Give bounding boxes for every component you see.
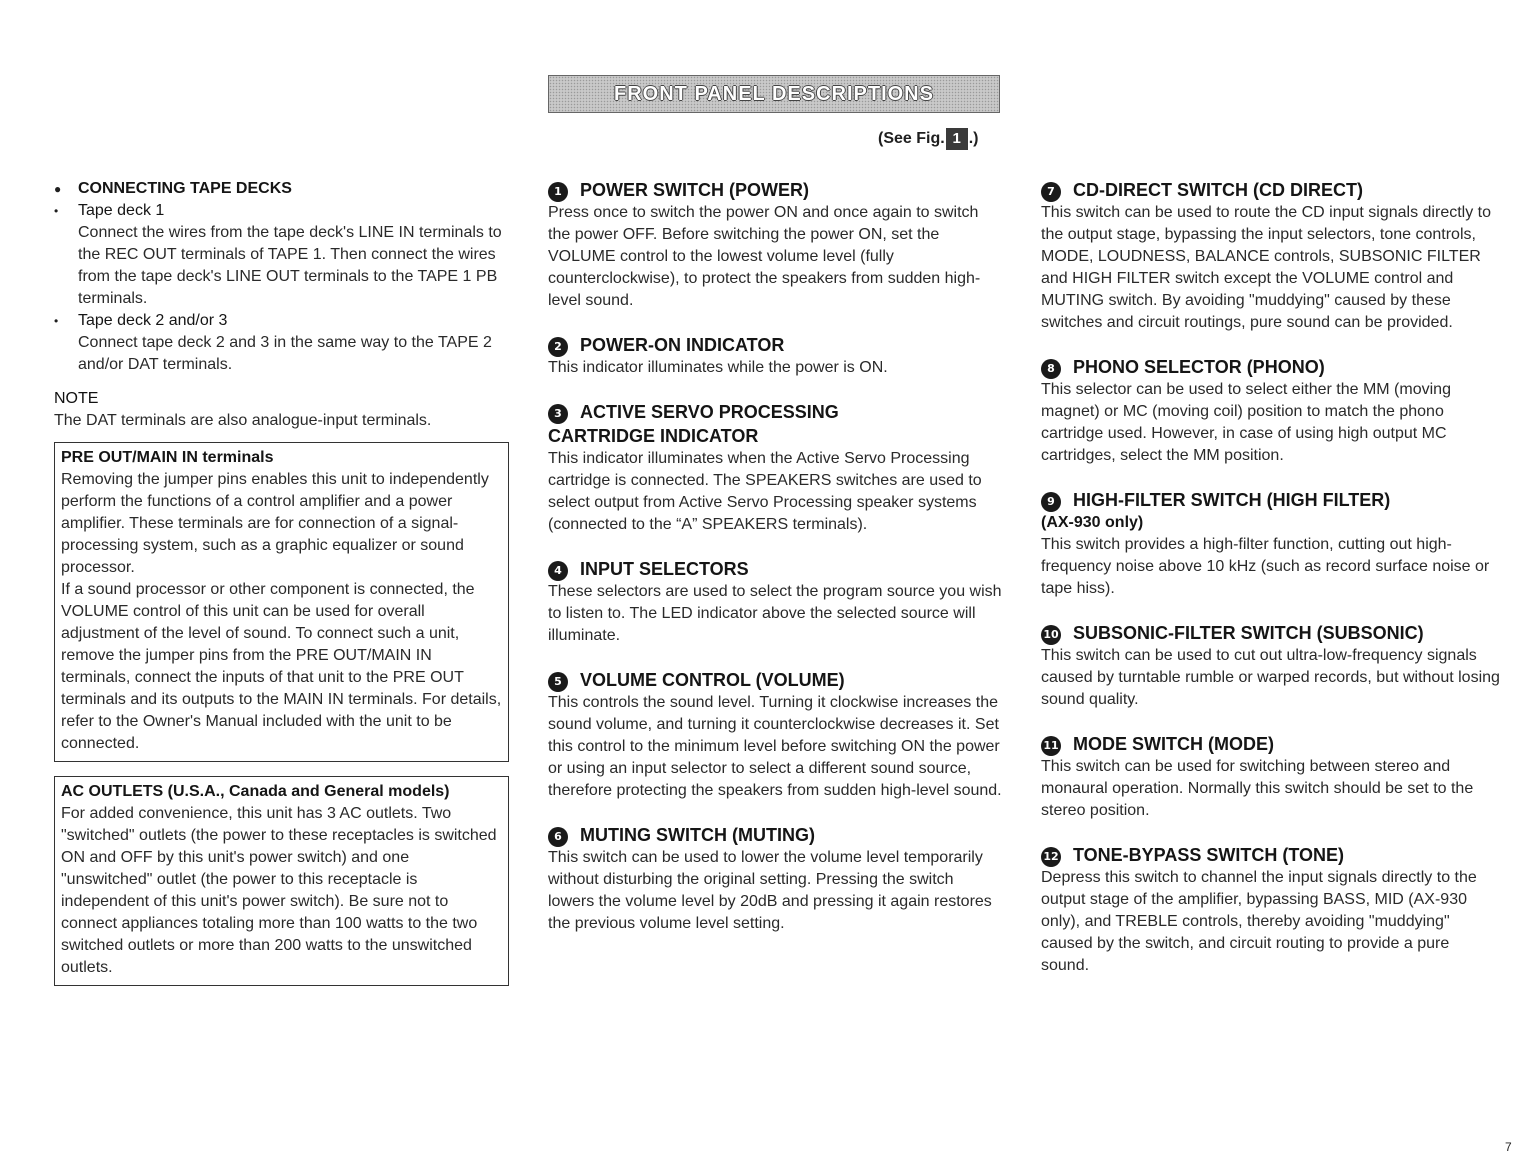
ac-outlets-box (54, 776, 509, 986)
item-subtitle: (AX-930 only) (1041, 514, 1144, 531)
item-text: This switch can be used for switching between stereo and monaural operation. Normally this switch should be set to the stereo position. (1041, 758, 1474, 819)
item-input-selectors (548, 557, 1003, 647)
item-title: INPUT SELECTORS (580, 559, 749, 579)
item-title: POWER SWITCH (POWER) (580, 180, 809, 200)
ac-outlets-text: For added convenience, this unit has 3 AC outlets. Two "switched" outlets (the power to these receptacles is switched ON and OFF by this unit's power switch) and one "unswitched" outlet (the power to this receptacle is independent of this unit's power switch). Be sure not to connect appliances totaling more than 100 watts to the two switched outlets or more than 200 watts to the unswitched outlets. (61, 805, 497, 976)
item-power-switch (548, 178, 1003, 312)
figure-number-badge: 1 (946, 128, 968, 150)
figure-reference (878, 128, 978, 150)
item-text: This controls the sound level. Turning it clockwise increases the sound volume, and turning it counterclockwise decreases it. Set this control to the minimum level before switching ON the power or using an input selector to select a different sound source, therefore protecting the speakers from sudden high-level sound. (548, 694, 1002, 799)
see-fig-suffix: .) (968, 130, 979, 147)
number-8-icon: 8 (1041, 359, 1061, 379)
item-title: TONE-BYPASS SWITCH (TONE) (1073, 845, 1345, 865)
item-text: This switch can be used to cut out ultra-low-frequency signals caused by turntable rumble or warped records, but without losing sound quality. (1041, 647, 1500, 708)
number-12-icon: 12 (1041, 847, 1061, 867)
item-power-on-indicator (548, 333, 1003, 379)
section-banner (548, 75, 1000, 113)
item-text: This selector can be used to select either the MM (moving magnet) or MC (moving coil) position to match the phono cartridge used. However, in case of using high output MC cartridges, select the MM position. (1041, 381, 1451, 464)
item-text: Press once to switch the power ON and once again to switch the power OFF. Before switching the power ON, set the VOLUME control to the lowest volume level (fully counterclockwise), to protect the speakers from sudden high-level sound. (548, 204, 981, 309)
item-phono-selector (1041, 355, 1501, 467)
filled-bullet-icon: ● (54, 182, 62, 196)
deck1-row (54, 200, 509, 222)
note-text: The DAT terminals are also analogue-input terminals. (54, 412, 432, 429)
number-6-icon: 6 (548, 827, 568, 847)
page-title: FRONT PANEL DESCRIPTIONS (614, 82, 934, 105)
item-title: POWER-ON INDICATOR (580, 335, 785, 355)
see-fig-prefix: (See Fig. (878, 130, 945, 147)
number-11-icon: 11 (1041, 736, 1061, 756)
item-cd-direct (1041, 178, 1501, 334)
item-title: CD-DIRECT SWITCH (CD DIRECT) (1073, 180, 1363, 200)
item-tone-bypass (1041, 843, 1501, 977)
ac-outlets-title: AC OUTLETS (U.S.A., Canada and General models) (61, 783, 450, 800)
deck23-label: Tape deck 2 and/or 3 (78, 312, 228, 329)
tape-decks-heading-row (54, 178, 509, 200)
item-title: VOLUME CONTROL (VOLUME) (580, 670, 845, 690)
note-label: NOTE (54, 390, 99, 407)
page-number: 7 (1505, 1140, 1512, 1154)
item-text: This switch can be used to lower the volume level temporarily without disturbing the original setting. Pressing the switch lowers the volume level by 20dB and pressing it again restores the previous volume level setting. (548, 849, 992, 932)
item-title: MUTING SWITCH (MUTING) (580, 825, 815, 845)
right-column (1041, 178, 1501, 998)
item-muting-switch (548, 823, 1003, 935)
item-text: This indicator illuminates when the Active Servo Processing cartridge is connected. The SPEAKERS switches are used to select output from Active Servo Processing speaker systems (connected to the “A” SPEAKERS terminals). (548, 450, 982, 533)
number-4-icon: 4 (548, 561, 568, 581)
number-2-icon: 2 (548, 337, 568, 357)
left-column (54, 178, 509, 986)
bullet-icon: • (54, 314, 59, 328)
number-3-icon: 3 (548, 404, 568, 424)
number-10-icon: 10 (1041, 625, 1061, 645)
number-7-icon: 7 (1041, 182, 1061, 202)
preout-box (54, 442, 509, 762)
tape-decks-heading: CONNECTING TAPE DECKS (78, 180, 292, 197)
item-mode-switch (1041, 732, 1501, 822)
item-title: ACTIVE SERVO PROCESSING CARTRIDGE INDICATOR (548, 402, 839, 446)
bullet-icon: • (54, 204, 59, 218)
deck1-label: Tape deck 1 (78, 202, 165, 219)
item-text: This switch provides a high-filter function, cutting out high-frequency noise above 10 kHz (such as record surface noise or tape hiss). (1041, 536, 1490, 597)
item-active-servo (548, 400, 1003, 536)
number-9-icon: 9 (1041, 492, 1061, 512)
preout-title: PRE OUT/MAIN IN terminals (61, 449, 274, 466)
item-high-filter (1041, 488, 1501, 600)
item-subsonic-filter (1041, 621, 1501, 711)
middle-column (548, 178, 1003, 956)
preout-text-2: If a sound processor or other component is connected, the VOLUME control of this unit can be used for overall adjustment of the level of sound. To connect such a unit, remove the jumper pins from the PRE OUT/MAIN IN terminals, connect the inputs of that unit to the PRE OUT terminals and its outputs to the MAIN IN terminals. For details, refer to the Owner's Manual included with the unit to be connected. (61, 581, 502, 752)
item-title: SUBSONIC-FILTER SWITCH (SUBSONIC) (1073, 623, 1424, 643)
item-volume-control (548, 668, 1003, 802)
preout-text-1: Removing the jumper pins enables this unit to independently perform the functions of a control amplifier and a power amplifier. These terminals are for connection of a signal-processing system, such as a graphic equalizer or sound processor. (61, 471, 489, 576)
item-text: These selectors are used to select the program source you wish to listen to. The LED indicator above the selected source will illuminate. (548, 583, 1002, 644)
deck23-text: Connect tape deck 2 and 3 in the same way to the TAPE 2 and/or DAT terminals. (78, 334, 492, 373)
item-title: MODE SWITCH (MODE) (1073, 734, 1274, 754)
deck1-text: Connect the wires from the tape deck's LINE IN terminals to the REC OUT terminals of TAPE 1. Then connect the wires from the tape deck's LINE OUT terminals to the TAPE 1 PB terminals. (78, 224, 502, 307)
item-text: This indicator illuminates while the power is ON. (548, 359, 888, 376)
item-text: This switch can be used to route the CD input signals directly to the output stage, bypassing the input selectors, tone controls, MODE, LOUDNESS, BALANCE controls, SUBSONIC FILTER and HIGH FILTER switch except the VOLUME control and MUTING switch. By avoiding "muddying" caused by these switches and circuit routings, pure sound can be provided. (1041, 204, 1491, 331)
item-title: PHONO SELECTOR (PHONO) (1073, 357, 1325, 377)
deck23-row (54, 310, 509, 332)
item-title: HIGH-FILTER SWITCH (HIGH FILTER) (1073, 490, 1391, 510)
item-text: Depress this switch to channel the input signals directly to the output stage of the amplifier, bypassing BASS, MID (AX-930 only), and TREBLE controls, thereby avoiding "muddying" caused by the switch, and circuit routing to provide a pure sound. (1041, 869, 1477, 974)
number-5-icon: 5 (548, 672, 568, 692)
number-1-icon: 1 (548, 182, 568, 202)
